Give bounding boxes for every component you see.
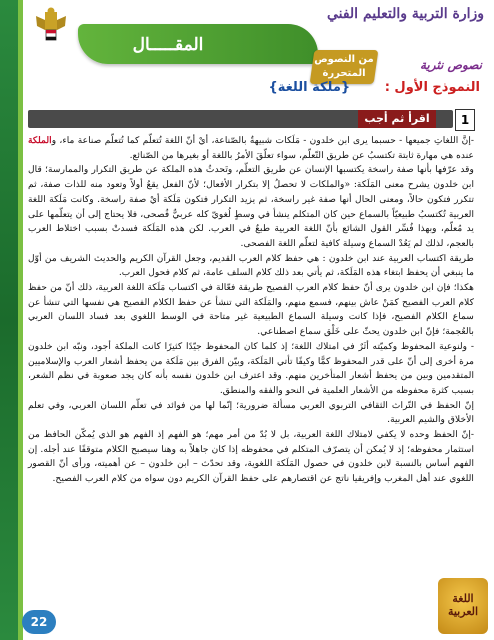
paragraph: -إنَّ اللغاتِ جميعها - حسبما يرى ابن خلدون - مَلَكات شبيهةٌ بالصّناعة، أيْ أنّ اللغة تُتعلّم كما تُتعلّم صناعة ماء، والملكة عنده هي مهارة ثابتة تكتسبُ عن طريق التّعلّم، سواء تعلّقَ الأمرُ باللغة أو بغيرها من الصّنائع. (28, 135, 474, 161)
article-body (28, 134, 474, 487)
model-name: {ملكة اللغة} (268, 80, 351, 95)
side-decoration-strip (0, 0, 18, 640)
paragraph: إنّ الحفظ في التّراث الثقافي التربوي العربي مسألة ضرورية؛ إنّما لها من فوائد في تعلّم اللسان العربي، وفي تعلم الأخلاق والشيم العربية. (28, 399, 474, 426)
model-heading (180, 80, 480, 95)
logo-text: اللغة العربية (447, 592, 479, 618)
side-decoration-accent (18, 0, 23, 640)
highlighted-term: الملكة (28, 135, 52, 146)
paragraph: - ولنوعية المحفوظ وكميّته أثَرٌ في امتلاك اللغة؛ إذ كلما كان المحفوظ جيّدًا كثيرًا كانت الملكة أجود، ونبّه ابن خلدون مرة أخرى إلى أنّ على قدر المحفوظ كمًّا وكيفًا تأتي المَلَكة، وبيّن الفرق بين مَلَكة من يحفظ أشعار العرب والإسلاميين المتقدمين وبين من يحفظ أشعار المتأخرين منهم. وقد اعترف ابن خلدون نفسه بأنه كان يجد صعوبة في نظم الشعر، بسبب كثرة محفوظه من الأشعار العلمية في النحو والفقه والمنطق. (28, 340, 474, 396)
free-texts-badge: من النصوص المتحررة (314, 54, 374, 79)
subject-label: نصوص نثرية (420, 58, 482, 72)
page-number: 22 (30, 615, 48, 629)
paragraph: -إنّ الحفظ وحده لا يكفي لامتلاك اللغة العربية، بل لا بُدّ من أمر مهم؛ هو الفهم إذ الفهم هو الذي يُمكّن الحافظ من استثمار محفوظه؛ إذ لا يُمكن أن يتصرّف المتكلم في محفوظه إذا كان جاهلاً به وهنا سيصبح الكلام متوقفًا عند أجله. إن الفهم أساس بالنسبة لابن خلدون في حصول المَلَكة اللغوية، وقد تحدّث – ابن خلدون – عن أهميته، ورأى أنّ القصور اللغوي عند أهل المغرب وإفريقيا ناتج عن اقتصارهم على حفظ القرآن الكريم دون سواه من كلام العرب الفصيح. (28, 429, 474, 485)
eagle-emblem-icon (34, 6, 68, 48)
ministry-title: وزارة التربية والتعليم الفني (326, 6, 484, 22)
section-label: اقرأ ثم أجب (358, 110, 436, 128)
paragraph: هكذا؛ فإن ابن خلدون يرى أنّ حفظ كلام العرب الفصيح طريقة فعّالة في اكتساب مَلَكة اللغة العربية، ذلك أنّ من حفظ كلام العرب الفصيح كمَنْ عاش بينهم، فسمع منهم، والمَلَكة التي تنشأ عن حفظ الكلام الفصيح هي نفسها التي تنشأ عن سماع الكلام الفصيح، فإذا كانت وسيلة السماع الطبيعية غير متاحة في الوسط اللغوي بعد فساد اللسان العربي بالعُجمة؛ فإنّ ابن خلدون يحثّ على خَلْق سماع اصطناعي. (28, 282, 474, 338)
paragraph: طريقة اكتساب العربية عند ابن خلدون : هي حفظ كلام العرب القديم، وجعل القرآن الكريم والحديث الشريف من أوّل ما ينبغي أن يحفظ ابتغاء هذه المَلَكة، ثم يأتي بعد ذلك كلام السلف عامة، ثم كلام فحول العرب. (28, 252, 474, 279)
model-label: النموذج الأول : (384, 80, 480, 95)
section-number: 1 (455, 109, 475, 131)
article-banner-title: المقـــــال (132, 35, 204, 55)
paragraph: وقد عرّفها بأنها صفة راسخة يكتسبها الإنسان عن طريق التعلّم، وتَحدثُ هذه الملكة عن طريق التكرار والممارسة؛ قال ابن خلدون يشرح معنى المَلَكة: «والملكات لا تحصلُ إلا بتكرار الأفعال؛ لأنّ الفعل يقعُ أولاً وتعود منه للذات صفة، ثم تتكرر فتكون حالاً، ومعنى الحال أنها صفة غير راسخة، ثم يزيد التكرار فتكون مَلَكة أيْ صفة راسخة. وكانت مَلَكة اللغة العربية تُكتسبُ طبيعيّاً بالسماع حين كان المتكلم ينشأ في وسطٍ لُغويّ كله عربيٌّ فُصحى، فلا يحتاج إلى أن يتعلّمها على يد مُعلّم، وبهذا فُسِّر القول الشائع بأنّ اللغة العربية طبعٌ في العرب. لكن هذه المَلَكة فسدتْ بسبب اختلاط العرب بالعجم، لذلك لم يَعُدْ السماع وسيلة كافية لتعلّم اللغة الفصحى. (28, 164, 474, 249)
